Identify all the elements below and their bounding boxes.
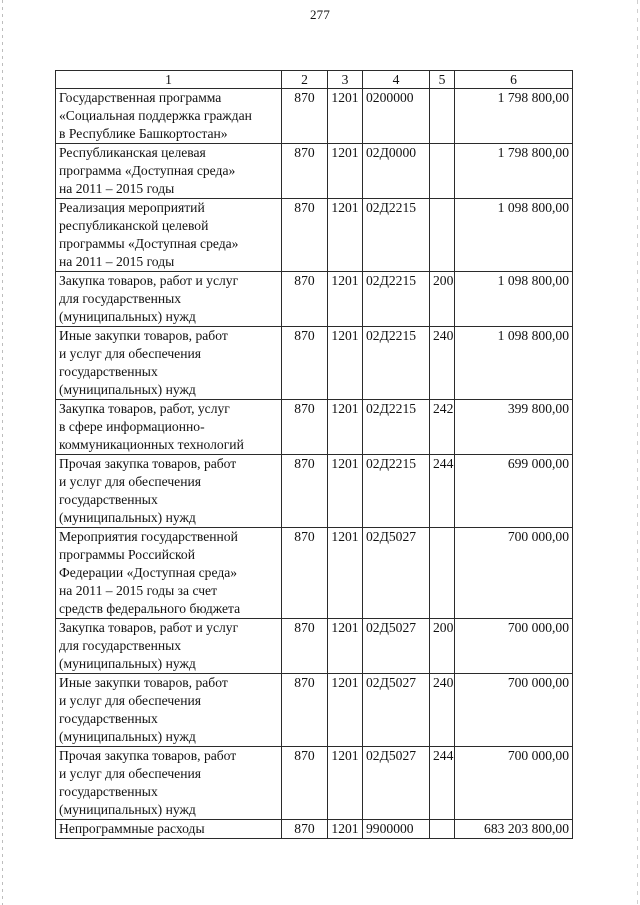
expense-name-line: Республиканская целевая [59, 145, 206, 160]
expense-name-cell [56, 528, 282, 619]
department-code-cell: 870 [282, 400, 328, 455]
scan-edge-left [2, 0, 3, 905]
expense-type-cell: 240 [430, 327, 455, 400]
header-cell: 1 [56, 71, 282, 89]
expense-name-line: Закупка товаров, работ, услуг [59, 401, 230, 416]
table-row [56, 144, 573, 199]
target-article-cell: 02Д5027 [363, 528, 430, 619]
section-code-cell: 1201 [328, 400, 363, 455]
expense-name-line: и услуг для обеспечения [59, 766, 201, 781]
department-code-cell: 870 [282, 747, 328, 820]
expense-name-line: Закупка товаров, работ и услуг [59, 273, 239, 288]
expense-name-line: на 2011 – 2015 годы за счет [59, 583, 218, 598]
expense-type-cell: 200 [430, 619, 455, 674]
amount-cell: 700 000,00 [455, 674, 573, 747]
target-article-cell: 02Д0000 [363, 144, 430, 199]
expense-name-cell [56, 455, 282, 528]
expense-name-line: и услуг для обеспечения [59, 693, 201, 708]
amount-cell: 700 000,00 [455, 747, 573, 820]
table-row [56, 455, 573, 528]
table-row [56, 272, 573, 327]
expense-name-line: коммуникационных технологий [59, 437, 244, 452]
expense-name-line: программы «Доступная среда» [59, 236, 239, 251]
expense-name-line: государственных [59, 364, 158, 379]
amount-cell: 1 098 800,00 [455, 327, 573, 400]
department-code-cell: 870 [282, 89, 328, 144]
section-code-cell: 1201 [328, 820, 363, 839]
expense-type-cell: 200 [430, 272, 455, 327]
header-cell: 2 [282, 71, 328, 89]
expense-name-line: (муниципальных) нужд [59, 382, 196, 397]
section-code-cell: 1201 [328, 619, 363, 674]
expense-name-line: Прочая закупка товаров, работ [59, 456, 237, 471]
department-code-cell: 870 [282, 820, 328, 839]
expense-name-cell [56, 199, 282, 272]
section-code-cell: 1201 [328, 199, 363, 272]
section-code-cell: 1201 [328, 747, 363, 820]
section-code-cell: 1201 [328, 144, 363, 199]
department-code-cell: 870 [282, 199, 328, 272]
target-article-cell: 02Д2215 [363, 199, 430, 272]
expense-name-line: (муниципальных) нужд [59, 656, 196, 671]
table-row [56, 747, 573, 820]
target-article-cell: 02Д5027 [363, 674, 430, 747]
expense-name-cell [56, 144, 282, 199]
header-cell: 6 [455, 71, 573, 89]
expense-name-cell [56, 674, 282, 747]
expense-name-line: Прочая закупка товаров, работ [59, 748, 237, 763]
amount-cell: 1 798 800,00 [455, 144, 573, 199]
amount-cell: 1 098 800,00 [455, 272, 573, 327]
expense-name-line: (муниципальных) нужд [59, 309, 196, 324]
expense-type-cell: 244 [430, 455, 455, 528]
table-row [56, 327, 573, 400]
target-article-cell: 02Д2215 [363, 272, 430, 327]
target-article-cell: 02Д2215 [363, 327, 430, 400]
expense-type-cell: 242 [430, 400, 455, 455]
amount-cell: 1 798 800,00 [455, 89, 573, 144]
department-code-cell: 870 [282, 327, 328, 400]
section-code-cell: 1201 [328, 674, 363, 747]
scan-edge-right [637, 0, 638, 905]
expense-name-line: для государственных [59, 291, 182, 306]
expense-type-cell [430, 89, 455, 144]
header-cell: 5 [430, 71, 455, 89]
amount-cell: 683 203 800,00 [455, 820, 573, 839]
amount-cell: 399 800,00 [455, 400, 573, 455]
expense-name-line: программы Российской [59, 547, 196, 562]
table-row [56, 619, 573, 674]
expense-name-line: «Социальная поддержка граждан [59, 108, 252, 123]
section-code-cell: 1201 [328, 528, 363, 619]
target-article-cell: 02Д2215 [363, 400, 430, 455]
expense-name-cell [56, 820, 282, 839]
expense-type-cell [430, 528, 455, 619]
expense-name-line: Закупка товаров, работ и услуг [59, 620, 239, 635]
expense-name-line: для государственных [59, 638, 182, 653]
expense-name-cell [56, 327, 282, 400]
expense-name-line: средств федерального бюджета [59, 601, 241, 616]
amount-cell: 700 000,00 [455, 528, 573, 619]
section-code-cell: 1201 [328, 327, 363, 400]
table-row [56, 89, 573, 144]
table-row [56, 674, 573, 747]
expense-type-cell [430, 820, 455, 839]
target-article-cell: 02Д5027 [363, 619, 430, 674]
expense-name-line: государственных [59, 492, 158, 507]
section-code-cell: 1201 [328, 455, 363, 528]
expense-name-line: Реализация мероприятий [59, 200, 205, 215]
expense-name-line: (муниципальных) нужд [59, 802, 196, 817]
table-row [56, 820, 573, 839]
target-article-cell: 9900000 [363, 820, 430, 839]
amount-cell: 699 000,00 [455, 455, 573, 528]
expense-name-line: Иные закупки товаров, работ [59, 328, 228, 343]
expense-name-line: и услуг для обеспечения [59, 346, 201, 361]
amount-cell: 1 098 800,00 [455, 199, 573, 272]
expense-name-cell [56, 619, 282, 674]
expense-name-line: государственных [59, 711, 158, 726]
expense-name-cell [56, 272, 282, 327]
target-article-cell: 0200000 [363, 89, 430, 144]
expense-name-cell [56, 747, 282, 820]
expense-name-line: в Республике Башкортостан» [59, 126, 228, 141]
department-code-cell: 870 [282, 528, 328, 619]
expense-name-line: и услуг для обеспечения [59, 474, 201, 489]
table-row [56, 199, 573, 272]
section-code-cell: 1201 [328, 272, 363, 327]
target-article-cell: 02Д5027 [363, 747, 430, 820]
department-code-cell: 870 [282, 455, 328, 528]
budget-table [55, 70, 573, 839]
expense-name-cell [56, 400, 282, 455]
department-code-cell: 870 [282, 619, 328, 674]
expense-name-line: Федерации «Доступная среда» [59, 565, 238, 580]
table-header-row [56, 71, 573, 89]
expense-type-cell: 244 [430, 747, 455, 820]
expense-name-line: государственных [59, 784, 158, 799]
expense-type-cell [430, 144, 455, 199]
expense-name-line: Непрограммные расходы [59, 821, 205, 836]
expense-name-line: Мероприятия государственной [59, 529, 238, 544]
expense-name-cell [56, 89, 282, 144]
department-code-cell: 870 [282, 674, 328, 747]
expense-name-line: Государственная программа [59, 90, 222, 105]
target-article-cell: 02Д2215 [363, 455, 430, 528]
expense-name-line: Иные закупки товаров, работ [59, 675, 228, 690]
amount-cell: 700 000,00 [455, 619, 573, 674]
expense-name-line: (муниципальных) нужд [59, 510, 196, 525]
department-code-cell: 870 [282, 144, 328, 199]
expense-name-line: республиканской целевой [59, 218, 209, 233]
expense-name-line: программа «Доступная среда» [59, 163, 236, 178]
header-cell: 3 [328, 71, 363, 89]
table-row [56, 400, 573, 455]
expense-name-line: на 2011 – 2015 годы [59, 254, 175, 269]
section-code-cell: 1201 [328, 89, 363, 144]
expense-type-cell [430, 199, 455, 272]
department-code-cell: 870 [282, 272, 328, 327]
expense-type-cell: 240 [430, 674, 455, 747]
header-cell: 4 [363, 71, 430, 89]
page-number: 277 [309, 7, 331, 22]
expense-name-line: на 2011 – 2015 годы [59, 181, 175, 196]
expense-name-line: в сфере информационно- [59, 419, 205, 434]
table-row [56, 528, 573, 619]
expense-name-line: (муниципальных) нужд [59, 729, 196, 744]
